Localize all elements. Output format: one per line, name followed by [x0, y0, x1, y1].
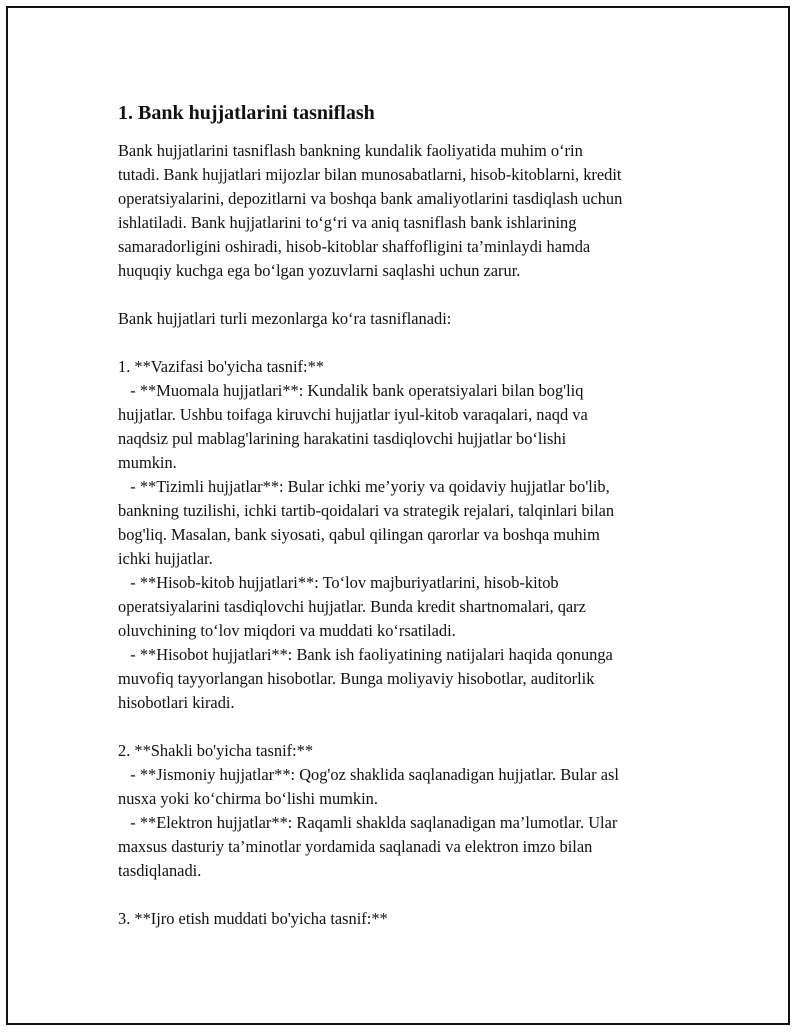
text-line: ichki hujjatlar.: [118, 549, 213, 568]
text-line: tasdiqlanadi.: [118, 861, 202, 880]
paragraph-spacer: [118, 883, 708, 907]
body-text: [118, 139, 708, 931]
text-line: mumkin.: [118, 453, 177, 472]
text-line: 3. **Ijro etish muddati bo'yicha tasnif:**: [118, 909, 388, 928]
text-line: - **Jismoniy hujjatlar**: Qog'oz shaklida saqlanadigan hujjatlar. Bular asl: [118, 765, 619, 784]
text-line: 2. **Shakli bo'yicha tasnif:**: [118, 741, 314, 760]
text-line: samaradorligini oshiradi, hisob-kitoblar shaffofligini ta’minlaydi hamda: [118, 237, 591, 256]
paragraph-spacer: [118, 283, 708, 307]
text-line: ishlatiladi. Bank hujjatlarini to‘g‘ri va aniq tasniflash bank ishlarining: [118, 213, 577, 232]
text-line: - **Hisobot hujjatlari**: Bank ish faoliyatining natijalari haqida qonunga: [118, 645, 613, 664]
text-line: bankning tuzilishi, ichki tartib-qoidalari va strategik rejalari, talqinlari bilan: [118, 501, 615, 520]
text-line: maxsus dasturiy ta’minotlar yordamida saqlanadi va elektron imzo bilan: [118, 837, 593, 856]
text-line: nusxa yoki ko‘chirma bo‘lishi mumkin.: [118, 789, 378, 808]
text-line: huquqiy kuchga ega bo‘lgan yozuvlarni saqlashi uchun zarur.: [118, 261, 521, 280]
text-line: 1. **Vazifasi bo'yicha tasnif:**: [118, 357, 324, 376]
section-heading: 1. Bank hujjatlarini tasniflash: [118, 102, 375, 124]
text-line: tutadi. Bank hujjatlari mijozlar bilan munosabatlarni, hisob-kitoblarni, kredit: [118, 165, 622, 184]
text-line: hisobotlari kiradi.: [118, 693, 235, 712]
text-line: - **Tizimli hujjatlar**: Bular ichki me’yoriy va qoidaviy hujjatlar bo'lib,: [118, 477, 610, 496]
text-line: muvofiq tayyorlangan hisobotlar. Bunga moliyaviy hisobotlar, auditorlik: [118, 669, 595, 688]
text-line: - **Muomala hujjatlari**: Kundalik bank operatsiyalari bilan bog'liq: [118, 381, 584, 400]
document-content: [118, 100, 708, 931]
text-line: oluvchining to‘lov miqdori va muddati ko‘rsatiladi.: [118, 621, 456, 640]
text-line: Bank hujjatlari turli mezonlarga ko‘ra tasniflanadi:: [118, 309, 452, 328]
paragraph-spacer: [118, 715, 708, 739]
paragraph-spacer: [118, 331, 708, 355]
document-page: [6, 6, 790, 1025]
text-line: operatsiyalarini tasdiqlovchi hujjatlar. Bunda kredit shartnomalari, qarz: [118, 597, 586, 616]
text-line: Bank hujjatlarini tasniflash bankning kundalik faoliyatida muhim o‘rin: [118, 141, 583, 160]
text-line: operatsiyalarini, depozitlarni va boshqa bank amaliyotlarini tasdiqlash uchun: [118, 189, 623, 208]
text-line: bog'liq. Masalan, bank siyosati, qabul qilingan qarorlar va boshqa muhim: [118, 525, 600, 544]
text-line: - **Elektron hujjatlar**: Raqamli shaklda saqlanadigan ma’lumotlar. Ular: [118, 813, 618, 832]
text-line: hujjatlar. Ushbu toifaga kiruvchi hujjatlar iyul-kitob varaqalari, naqd va: [118, 405, 588, 424]
text-line: - **Hisob-kitob hujjatlari**: To‘lov majburiyatlarini, hisob-kitob: [118, 573, 559, 592]
text-line: naqdsiz pul mablag'larining harakatini tasdiqlovchi hujjatlar bo‘lishi: [118, 429, 567, 448]
